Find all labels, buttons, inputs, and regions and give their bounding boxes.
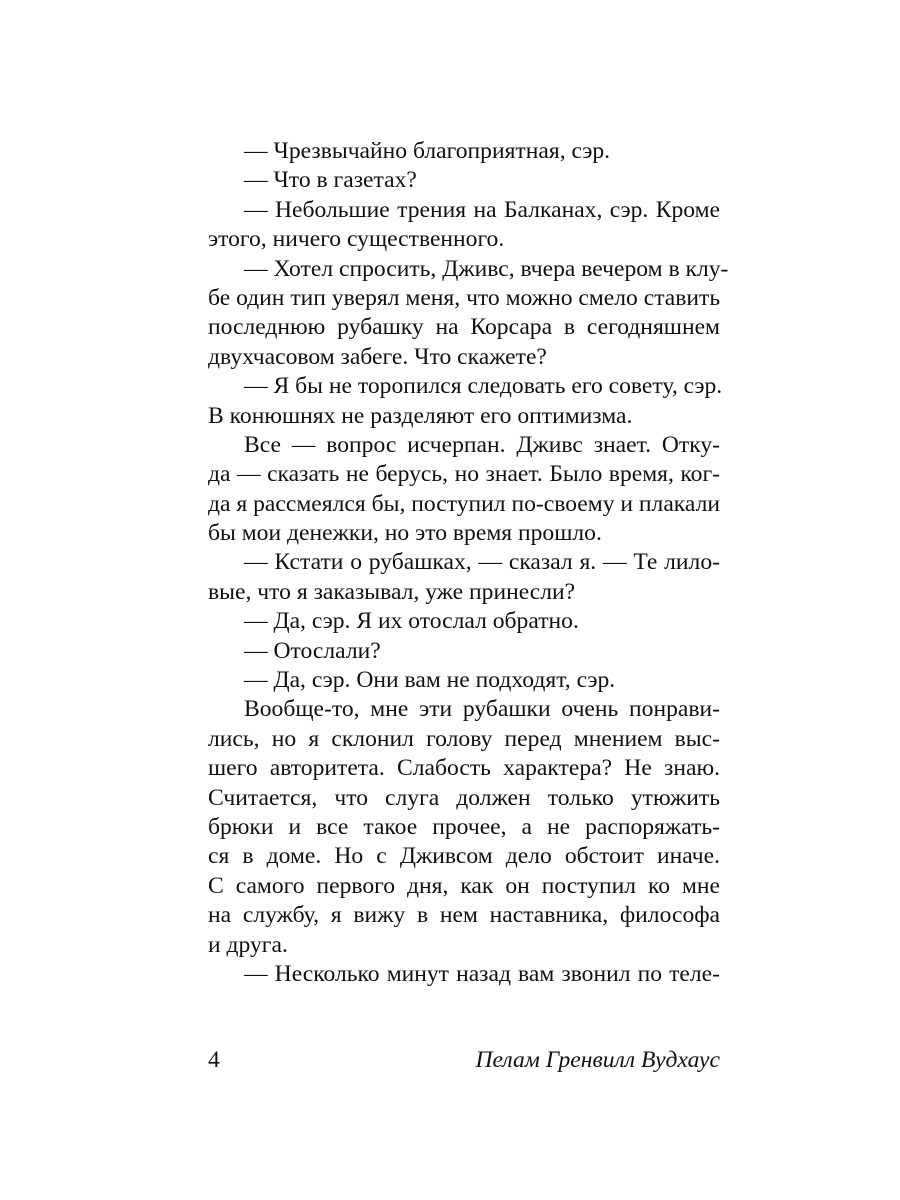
text-line: бе один тип уверял меня, что можно смело ставить xyxy=(208,284,721,311)
text-line: вые, что я заказывал, уже принесли? xyxy=(208,578,576,605)
text-line: ся в доме. Но с Дживсом дело обстоит иначе. xyxy=(208,843,720,870)
text-line: шего авторитета. Слабость характера? Не знаю. xyxy=(208,755,720,782)
text-line: брюки и все такое прочее, а не распоряжать- xyxy=(208,813,720,840)
text-line: В конюшнях не разделяют его оптимизма. xyxy=(208,402,633,429)
text-line: последнюю рубашку на Корсара в сегодняшнем xyxy=(208,314,720,341)
text-line: бы мои денежки, но это время прошло. xyxy=(208,520,602,547)
text-line: — Небольшие трения на Балканах, сэр. Кроме xyxy=(244,196,720,223)
body-text xyxy=(208,137,729,989)
text-line: Считается, что слуга должен только утюжить xyxy=(208,784,720,811)
page-number: 4 xyxy=(208,1047,220,1073)
text-line: и друга. xyxy=(208,931,288,958)
text-line: С самого первого дня, как он поступил ко мне xyxy=(208,872,720,899)
text-line: Вообще-то, мне эти рубашки очень понрави- xyxy=(244,696,720,723)
text-line: да я рассмеялся бы, поступил по-своему и плакали xyxy=(208,490,720,517)
text-line: — Несколько минут назад вам звонил по теле- xyxy=(244,960,720,987)
text-line: этого, ничего существенного. xyxy=(208,226,505,253)
text-line: лись, но я склонил голову перед мнением выс- xyxy=(208,725,720,752)
text-line: — Что в газетах? xyxy=(244,167,417,194)
text-line: Все — вопрос исчерпан. Дживс знает. Отку- xyxy=(244,431,720,458)
page-footer xyxy=(208,1045,720,1075)
text-line: — Кстати о рубашках, — сказал я. — Те лило- xyxy=(244,549,720,576)
running-header-author: Пелам Гренвилл Вудхаус xyxy=(475,1047,720,1073)
text-line: да — сказать не берусь, но знает. Было время, ког- xyxy=(208,461,720,488)
text-line: двухчасовом забеге. Что скажете? xyxy=(208,343,547,370)
text-line: на службу, я вижу в нем наставника, философа xyxy=(208,902,720,929)
text-line: — Я бы не торопился следовать его совету, сэр. xyxy=(244,373,723,400)
text-line: — Хотел спросить, Дживс, вчера вечером в клу- xyxy=(244,255,729,282)
text-line: — Да, сэр. Они вам не подходят, сэр. xyxy=(244,667,616,694)
text-line: — Да, сэр. Я их отослал обратно. xyxy=(244,608,579,635)
text-line: — Отослали? xyxy=(244,637,381,664)
text-line: — Чрезвычайно благоприятная, сэр. xyxy=(244,138,611,164)
